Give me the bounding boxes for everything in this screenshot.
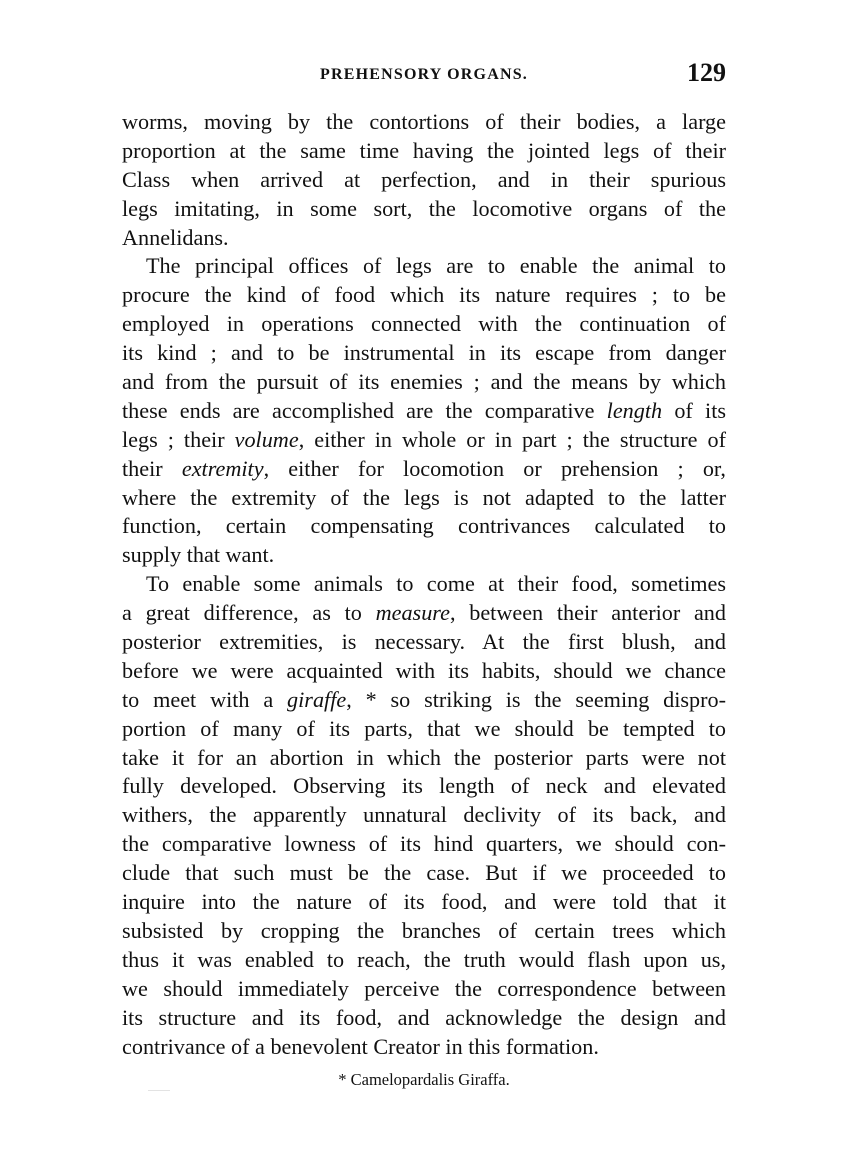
text-segment: posterior extremities, is necessary. At the first blush, and [122, 629, 726, 655]
text-line [122, 339, 726, 368]
text-line [122, 599, 726, 628]
text-line [122, 455, 726, 484]
text-segment: To enable some animals to come at their food, sometimes [146, 571, 726, 597]
text-segment: subsisted by cropping the branches of certain trees which [122, 917, 726, 943]
text-line [122, 917, 726, 946]
text-segment: these ends are accomplished are the comparative [122, 397, 607, 423]
text-segment: legs ; their [122, 426, 235, 452]
text-segment: and from the pursuit of its enemies ; and the means by which [122, 369, 726, 395]
text-segment: we should immediately perceive the correspondence between [122, 975, 726, 1001]
text-segment: supply that want. [122, 542, 275, 568]
body-text [122, 108, 726, 1061]
text-segment: take it for an abortion in which the posterior parts were not [122, 744, 726, 770]
text-segment: the comparative lowness of its hind quarters, we should con- [122, 831, 726, 857]
footnote-rule [148, 1090, 170, 1091]
text-line [122, 224, 726, 253]
text-line [122, 137, 726, 166]
text-line [122, 281, 726, 310]
text-segment: withers, the apparently unnatural declivity of its back, and [122, 802, 726, 828]
italic-term: measure [375, 600, 450, 626]
text-segment: employed in operations connected with the continuation of [122, 311, 726, 337]
text-line [122, 946, 726, 975]
text-line [122, 570, 726, 599]
text-line [122, 397, 726, 426]
text-segment: Annelidans. [122, 224, 229, 250]
text-line [122, 657, 726, 686]
text-line [122, 1033, 726, 1062]
text-line [122, 252, 726, 281]
text-segment: The principal offices of legs are to enable the animal to [146, 253, 726, 279]
footnote: * Camelopardalis Giraffa. [338, 1070, 510, 1089]
text-line [122, 484, 726, 513]
text-line [122, 975, 726, 1004]
italic-term: giraffe [287, 686, 347, 712]
text-segment: , either in whole or in part ; the structure of [298, 426, 726, 452]
text-line [122, 715, 726, 744]
page-number: 129 [687, 58, 726, 87]
running-title: PREHENSORY ORGANS. [319, 66, 529, 83]
text-line [122, 512, 726, 541]
text-line [122, 166, 726, 195]
text-segment: a great difference, as to [122, 600, 376, 626]
italic-term: length [606, 397, 663, 423]
text-segment: Class when arrived at perfection, and in their spurious [122, 166, 726, 192]
text-segment: inquire into the nature of its food, and were told that it [122, 889, 726, 915]
text-segment: its structure and its food, and acknowledge the design and [122, 1004, 726, 1030]
text-line [122, 744, 726, 773]
text-line [122, 195, 726, 224]
text-segment: before we were acquainted with its habits, should we chance [122, 657, 726, 683]
text-segment: , * so striking is the seeming dispro- [346, 686, 726, 712]
text-segment: its kind ; and to be instrumental in its escape from danger [122, 340, 726, 366]
text-line [122, 1004, 726, 1033]
page-header [122, 58, 726, 92]
text-segment: clude that such must be the case. But if we proceeded to [122, 860, 726, 886]
text-segment: to meet with a [122, 686, 288, 712]
text-line [122, 426, 726, 455]
italic-term: extremity [181, 455, 264, 481]
text-segment: , either for locomotion or prehension ; or, [263, 455, 726, 481]
text-segment: proportion at the same time having the jointed legs of their [122, 137, 726, 163]
text-segment: where the extremity of the legs is not adapted to the latter [122, 484, 726, 510]
text-segment: , between their anterior and [449, 600, 726, 626]
text-segment: function, certain compensating contrivances calculated to [122, 513, 726, 539]
text-segment: their [122, 455, 182, 481]
text-line [122, 686, 726, 715]
text-line [122, 541, 726, 570]
text-segment: procure the kind of food which its nature requires ; to be [122, 282, 726, 308]
text-segment: fully developed. Observing its length of neck and elevated [122, 773, 726, 799]
text-segment: contrivance of a benevolent Creator in this formation. [122, 1033, 599, 1059]
text-segment: of its [662, 397, 726, 423]
text-line [122, 368, 726, 397]
text-line [122, 859, 726, 888]
text-line [122, 830, 726, 859]
italic-term: volume [234, 426, 299, 452]
text-line [122, 888, 726, 917]
text-line [122, 310, 726, 339]
text-segment: worms, moving by the contortions of their bodies, a large [122, 109, 726, 134]
text-segment: portion of many of its parts, that we should be tempted to [122, 715, 726, 741]
text-segment: legs imitating, in some sort, the locomotive organs of the [122, 195, 726, 221]
text-line [122, 801, 726, 830]
text-segment: thus it was enabled to reach, the truth would flash upon us, [122, 946, 726, 972]
text-line [122, 108, 726, 137]
text-line [122, 772, 726, 801]
text-line [122, 628, 726, 657]
